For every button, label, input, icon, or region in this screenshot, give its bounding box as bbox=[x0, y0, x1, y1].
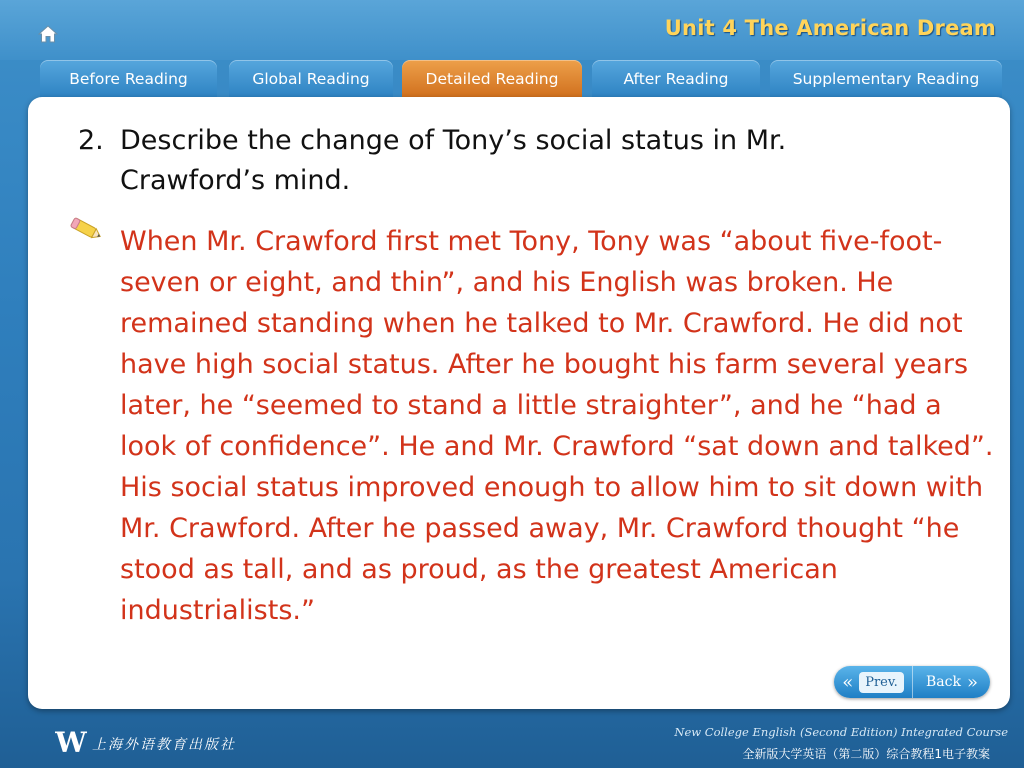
back-button[interactable] bbox=[912, 666, 990, 698]
question-text: Describe the change of Tony’s social status in Mr. Crawford’s mind. bbox=[120, 125, 787, 196]
pencil-icon bbox=[68, 214, 104, 244]
course-title-cn: 全新版大学英语（第二版）综合教程1电子教案 bbox=[742, 747, 990, 761]
prev-button[interactable] bbox=[834, 666, 912, 698]
tab-detailed-reading[interactable]: Detailed Reading bbox=[402, 60, 582, 98]
nav-controls bbox=[834, 666, 990, 698]
answer-text: When Mr. Crawford first met Tony, Tony was “about five-foot-seven or eight, and thin”, and his English was broken. He remained standing when he talked to Mr. Crawford. He did not have high social status. After he bought his farm several years later, he “seemed to stand a little straighter”, and he “had a look of confidence”. He and Mr. Crawford “sat down and talked”. His social status improved enough to allow him to sit down with Mr. Crawford. After he passed away, Mr. Crawford thought “he stood as tall, and as proud, as the greatest American industrialists.” bbox=[120, 226, 994, 626]
tab-before-reading[interactable]: Before Reading bbox=[40, 60, 217, 98]
tab-global-reading[interactable]: Global Reading bbox=[229, 60, 393, 98]
publisher-logo: W bbox=[55, 726, 87, 759]
double-chevron-right-icon: » bbox=[966, 671, 978, 693]
section-tabs bbox=[0, 60, 1024, 98]
publisher-name: 上海外语教育出版社 bbox=[92, 737, 236, 753]
question bbox=[78, 121, 938, 201]
unit-title: Unit 4 The American Dream bbox=[664, 16, 996, 40]
footer bbox=[0, 712, 1024, 768]
back-label: Back bbox=[926, 674, 961, 690]
course-title-en: New College English (Second Edition) Integrated Course bbox=[674, 725, 1008, 739]
content-panel bbox=[28, 97, 1010, 709]
double-chevron-left-icon: « bbox=[842, 671, 854, 693]
prev-label: Prev. bbox=[859, 672, 904, 693]
tab-after-reading[interactable]: After Reading bbox=[592, 60, 760, 98]
tab-supplementary-reading[interactable]: Supplementary Reading bbox=[770, 60, 1002, 98]
home-button[interactable] bbox=[36, 22, 60, 46]
question-number: 2. bbox=[78, 125, 104, 156]
home-icon bbox=[38, 25, 58, 43]
